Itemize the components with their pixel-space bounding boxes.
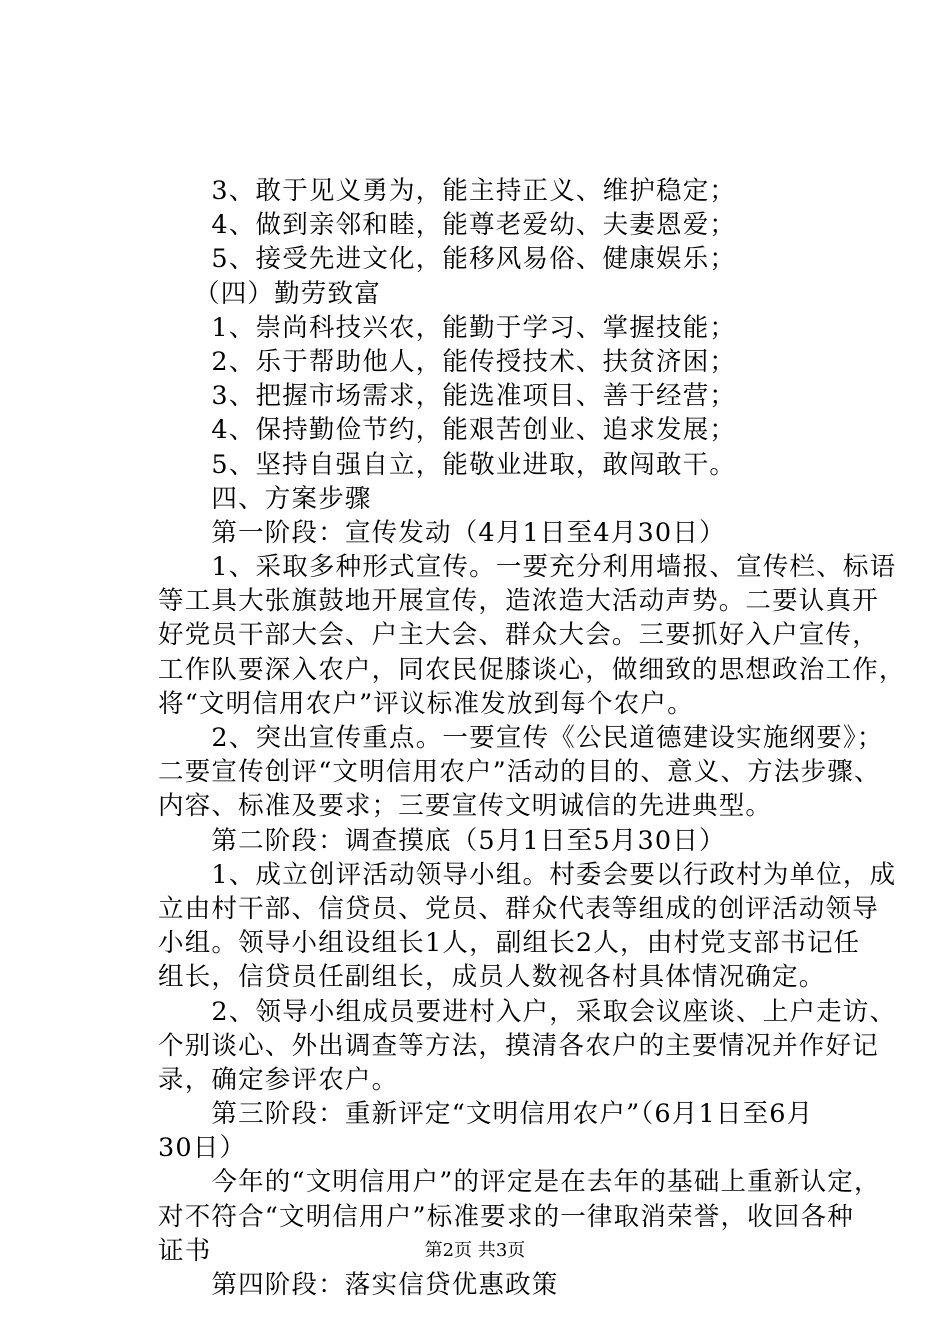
document-body (158, 174, 906, 1302)
text-line: 30日） (158, 1133, 247, 1164)
text-line: 第一阶段：宣传发动（4月1日至4月30日） (158, 517, 726, 548)
page-footer: 第2页 共3页 (424, 1240, 526, 1261)
text-line: 4、保持勤俭节约，能艰苦创业、追求发展； (158, 415, 737, 446)
text-line: 1、崇尚科技兴农，能勤于学习、掌握技能； (158, 312, 737, 343)
text-line: 3、把握市场需求，能选准项目、善于经营； (158, 381, 737, 412)
text-line: 第三阶段：重新评定“文明信用农户”（6月1日至6月 (158, 1099, 814, 1130)
text-line: 立由村干部、信贷员、党员、群众代表等组成的创评活动领导 (158, 893, 879, 924)
text-line: 小组。领导小组设组长1人，副组长2人，由村党支部书记任 (158, 928, 861, 959)
text-line: 内容、标准及要求；三要宣传文明诚信的先进典型。 (158, 791, 773, 822)
text-line: 好党员干部大会、户主大会、群众大会。三要抓好入户宣传， (158, 620, 879, 651)
text-line: 二要宣传创评“文明信用农户”活动的目的、意义、方法步骤、 (158, 757, 881, 788)
text-line: 工作队要深入农户，同农民促膝谈心，做细致的思想政治工作， (158, 654, 906, 685)
text-line: 1、成立创评活动领导小组。村委会要以行政村为单位，成 (158, 859, 897, 890)
text-line: 个别谈心、外出调查等方法，摸清各农户的主要情况并作好记 (158, 1030, 879, 1061)
text-line: 4、做到亲邻和睦，能尊老爱幼、夫妻恩爱； (158, 210, 737, 241)
text-line: 组长，信贷员任副组长，成员人数视各村具体情况确定。 (158, 962, 826, 993)
text-line: 录，确定参评农户。 (158, 1064, 399, 1095)
text-line: 5、接受先进文化，能移风易俗、健康娱乐； (158, 244, 737, 275)
text-line: 第二阶段：调查摸底（5月1日至5月30日） (158, 825, 726, 856)
text-line: 第四阶段：落实信贷优惠政策 (158, 1270, 559, 1300)
text-line: 5、坚持自强自立，能敬业进取，敢闯敢干。 (158, 449, 737, 480)
text-line: 2、突出宣传重点。一要宣传《公民道德建设实施纲要》； (158, 723, 884, 753)
text-line: 1、采取多种形式宣传。一要充分利用墙报、宣传栏、标语 (158, 552, 897, 583)
text-line: 四、方案步骤 (158, 483, 372, 514)
text-line: 将“文明信用农户”评议标准发放到每个农户。 (158, 688, 694, 719)
text-line: 等工具大张旗鼓地开展宣传，造浓造大活动声势。二要认真开 (158, 586, 879, 617)
text-line: （四）勤劳致富 (158, 278, 381, 309)
text-line: 证书 (158, 1235, 212, 1266)
text-line: 3、敢于见义勇为，能主持正义、维护稳定； (158, 176, 737, 206)
text-line: 2、乐于帮助他人，能传授技术、扶贫济困； (158, 346, 737, 377)
text-line: 2、领导小组成员要进村入户，采取会议座谈、上户走访、 (158, 996, 897, 1027)
text-line: 对不符合“文明信用户”标准要求的一律取消荣誉，收回各种 (158, 1201, 854, 1232)
text-line: 今年的“文明信用户”的评定是在去年的基础上重新认定， (158, 1167, 881, 1198)
